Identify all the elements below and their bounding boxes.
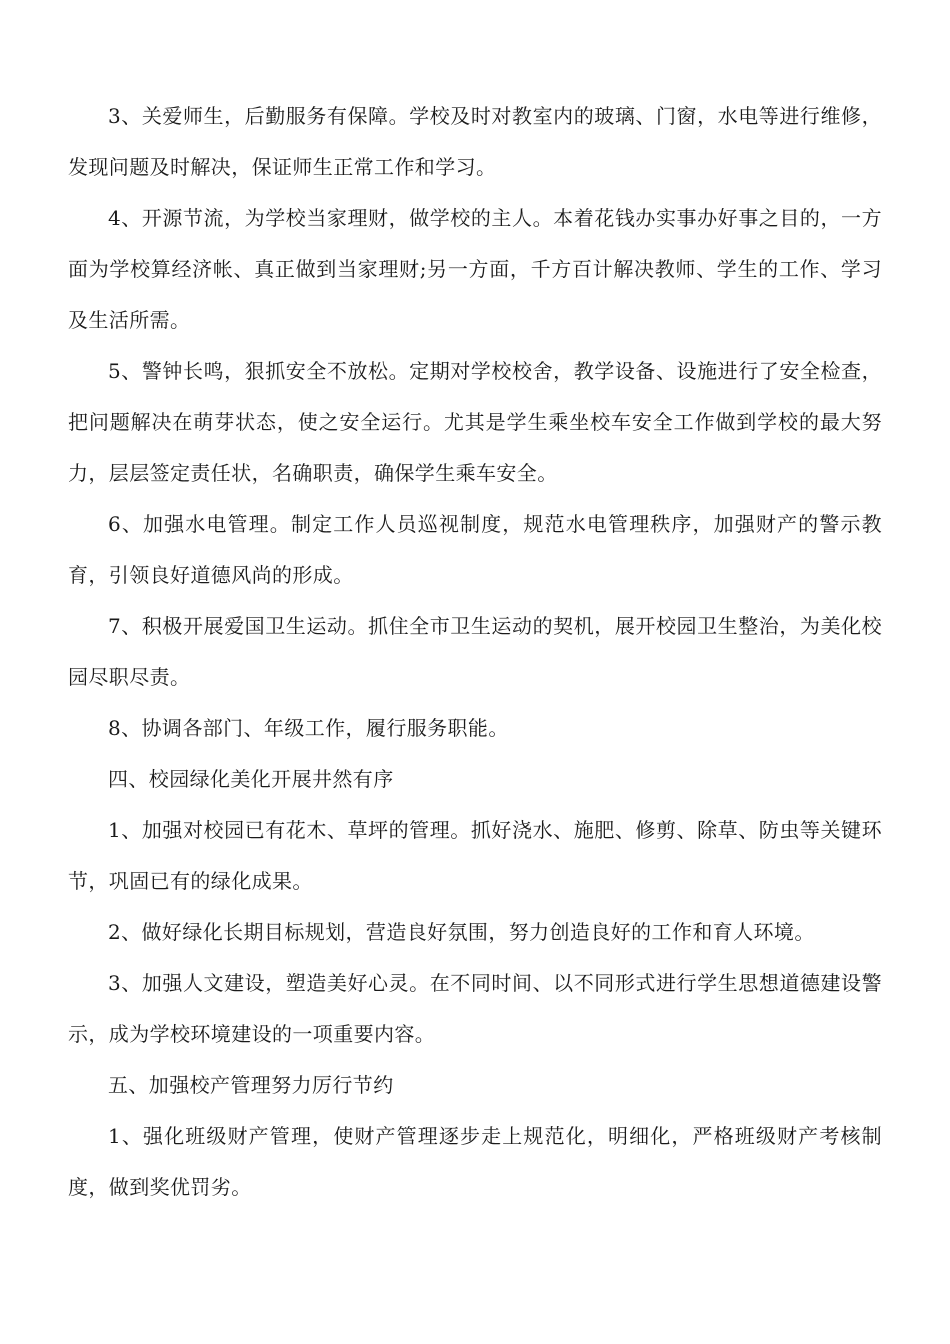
paragraph-greening-maintenance: 1、加强对校园已有花木、草坪的管理。抓好浇水、施肥、修剪、除草、防虫等关键环节，巩固已有的绿化成果。 <box>68 818 882 893</box>
paragraph-greening-planning: 2、做好绿化长期目标规划，营造良好氛围，努力创造良好的工作和育人环境。 <box>108 920 815 944</box>
paragraph-hygiene: 7、积极开展爱国卫生运动。抓住全市卫生运动的契机，展开校园卫生整治，为美化校园尽职尽责。 <box>68 614 882 689</box>
paragraph-humanities: 3、加强人文建设，塑造美好心灵。在不同时间、以不同形式进行学生思想道德建设警示，成为学校环境建设的一项重要内容。 <box>68 971 882 1046</box>
paragraph-utilities: 6、加强水电管理。制定工作人员巡视制度，规范水电管理秩序，加强财产的警示教育，引领良好道德风尚的形成。 <box>68 512 882 587</box>
paragraph-budget: 4、开源节流，为学校当家理财，做学校的主人。本着花钱办实事办好事之目的，一方面为学校算经济帐、真正做到当家理财;另一方面，千方百计解决教师、学生的工作、学习及生活所需。 <box>68 206 882 332</box>
section-heading-greening: 四、校园绿化美化开展井然有序 <box>108 767 394 791</box>
paragraph-coordination: 8、协调各部门、年级工作，履行服务职能。 <box>108 716 509 740</box>
document-body <box>68 91 882 1213</box>
paragraph-safety: 5、警钟长鸣，狠抓安全不放松。定期对学校校舍，教学设备、设施进行了安全检查，把问题解决在萌芽状态，使之安全运行。尤其是学生乘坐校车安全工作做到学校的最大努力，层层签定责任状，名确职责，确保学生乘车安全。 <box>68 359 882 485</box>
paragraph-logistics-repair: 3、关爱师生，后勤服务有保障。学校及时对教室内的玻璃、门窗，水电等进行维修，发现问题及时解决，保证师生正常工作和学习。 <box>68 104 882 179</box>
paragraph-class-property: 1、强化班级财产管理，使财产管理逐步走上规范化，明细化，严格班级财产考核制度，做到奖优罚劣。 <box>68 1124 882 1199</box>
section-heading-property: 五、加强校产管理努力厉行节约 <box>108 1073 394 1097</box>
